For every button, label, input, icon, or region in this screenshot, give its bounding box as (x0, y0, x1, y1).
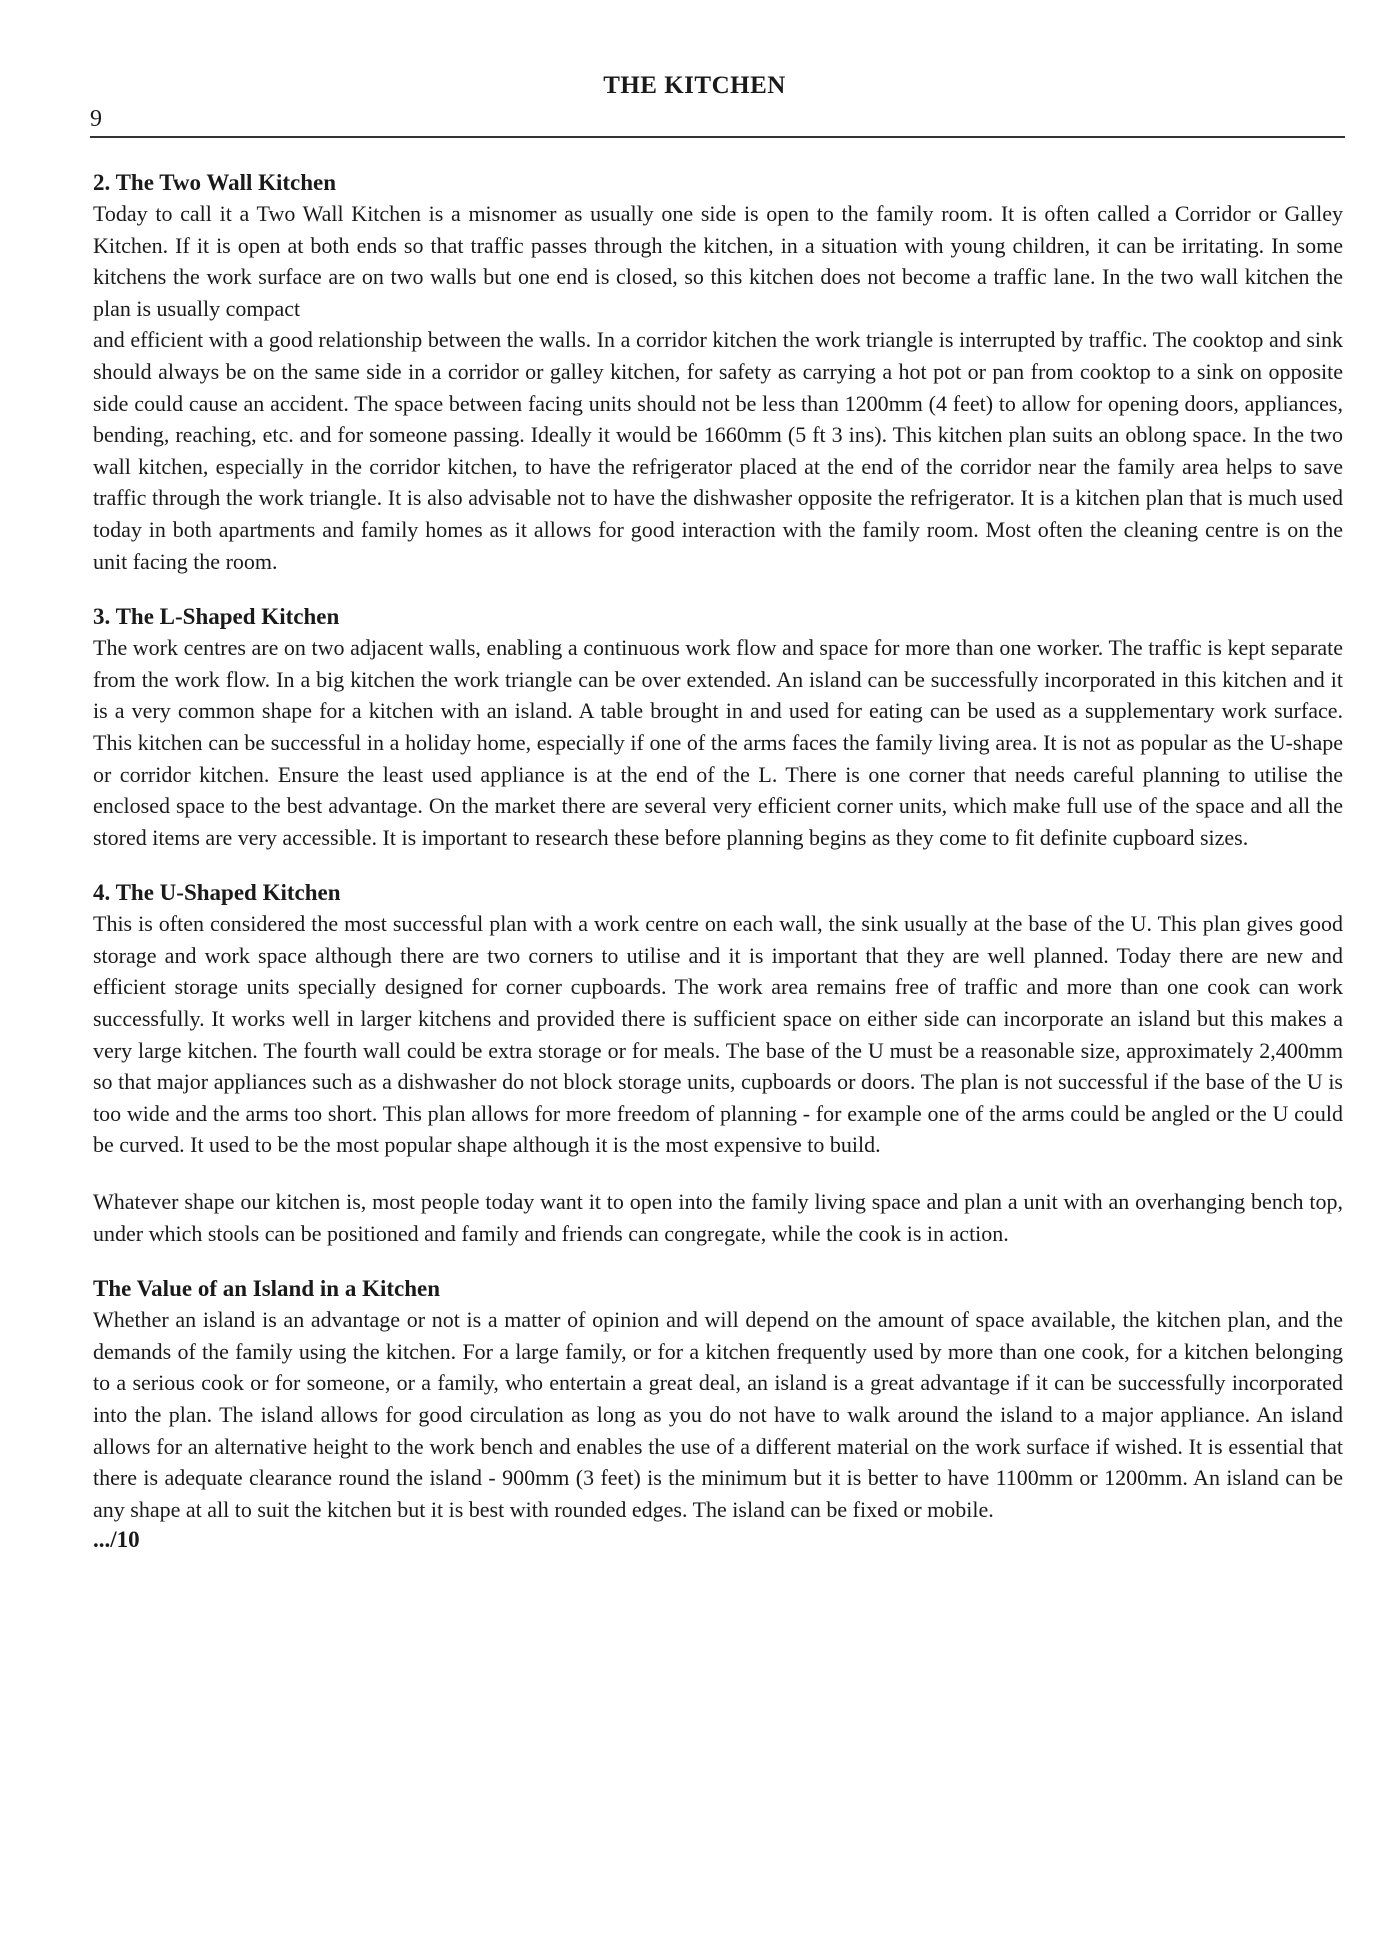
continuation-marker: .../10 (93, 1527, 140, 1553)
paragraph: Whatever shape our kitchen is, most people today want it to open into the family living space and plan a unit with an overhanging bench top, under which stools can be positioned and family and friends can congregate, while the cook is in action. (93, 1189, 1343, 1246)
page-number: 9 (90, 106, 102, 132)
paragraph: Today to call it a Two Wall Kitchen is a misnomer as usually one side is open to the family room. It is often called a Corridor or Galley Kitchen. If it is open at both ends so that traffic passes through the kitchen, in a situation with young children, it can be irritating. In some kitchens the work surface are on two walls but one end is closed, so this kitchen does not become a traffic lane. In the two wall kitchen the plan is usually compact (93, 201, 1343, 321)
section-heading: 3. The L-Shaped Kitchen (93, 604, 340, 630)
header-divider (90, 136, 1345, 138)
section-u-shaped-kitchen (93, 878, 1343, 1161)
paragraph: This is often considered the most successful plan with a work centre on each wall, the sink usually at the base of the U. This plan gives good storage and work space although there are two corners to utilise and it is important that they are well planned. Today there are new and efficient storage units specially designed for corner cupboards. The work area remains free of traffic and more than one cook can work successfully. It works well in larger kitchens and provided there is sufficient space on either side can incorporate an island but this makes a very large kitchen. The fourth wall could be extra storage or for meals. The base of the U must be a reasonable size, approximately 2,400mm so that major appliances such as a dishwasher do not block storage units, cupboards or doors. The plan is not successful if the base of the U is too wide and the arms too short. This plan allows for more freedom of planning - for example one of the arms could be angled or the U could be curved. It used to be the most popular shape although it is the most expensive to build. (93, 911, 1343, 1158)
section-summary (93, 1186, 1343, 1249)
paragraph: and efficient with a good relationship between the walls. In a corridor kitchen the work triangle is interrupted by traffic. The cooktop and sink should always be on the same side in a corridor or galley kitchen, for safety as carrying a hot pot or pan from cooktop to a sink on opposite side could cause an accident. The space between facing units should not be less than 1200mm (4 feet) to allow for opening doors, appliances, bending, reaching, etc. and for someone passing. Ideally it would be 1660mm (5 ft 3 ins). This kitchen plan suits an oblong space. In the two wall kitchen, especially in the corridor kitchen, to have the refrigerator placed at the end of the corridor near the family area helps to save traffic through the work triangle. It is also advisable not to have the dishwasher opposite the refrigerator. It is a kitchen plan that is much used today in both apartments and family homes as it allows for good interaction with the family room. Most often the cleaning centre is on the unit facing the room. (93, 327, 1343, 574)
page-content (93, 168, 1343, 1555)
section-heading: 2. The Two Wall Kitchen (93, 170, 337, 195)
paragraph: The work centres are on two adjacent walls, enabling a continuous work flow and space for more than one worker. The traffic is kept separate from the work flow. In a big kitchen the work triangle can be over extended. An island can be successfully incorporated in this kitchen and it is a very common shape for a kitchen with an island. A table brought in and used for eating can be used as a supplementary work surface. This kitchen can be successful in a holiday home, especially if one of the arms faces the family living area. It is not as popular as the U-shape or corridor kitchen. Ensure the least used appliance is at the end of the L. There is one corner that needs careful planning to utilise the enclosed space to the best advantage. On the market there are several very efficient corner units, which make full use of the space and all the stored items are very accessible. It is important to research these before planning begins as they come to fit definite cupboard sizes. (93, 635, 1343, 850)
section-heading: 4. The U-Shaped Kitchen (93, 880, 341, 906)
section-two-wall-kitchen (93, 168, 1343, 577)
running-title: THE KITCHEN (603, 72, 786, 99)
section-l-shaped-kitchen (93, 602, 1343, 853)
section-island-value (93, 1274, 1343, 1525)
paragraph: Whether an island is an advantage or not is a matter of opinion and will depend on the amount of space available, the kitchen plan, and the demands of the family using the kitchen. For a large family, or for a kitchen frequently used by more than one cook, for a kitchen belonging to a serious cook or for someone, or a family, who entertain a great deal, an island is a great advantage if it can be successfully incorporated into the plan. The island allows for good circulation as long as you do not have to walk around the island to a major appliance. An island allows for an alternative height to the work bench and enables the use of a different material on the work surface if wished. It is essential that there is adequate clearance round the island - 900mm (3 feet) is the minimum but it is better to have 1100mm or 1200mm. An island can be any shape at all to suit the kitchen but it is best with rounded edges. The island can be fixed or mobile. (93, 1307, 1343, 1522)
section-heading: The Value of an Island in a Kitchen (93, 1276, 441, 1302)
